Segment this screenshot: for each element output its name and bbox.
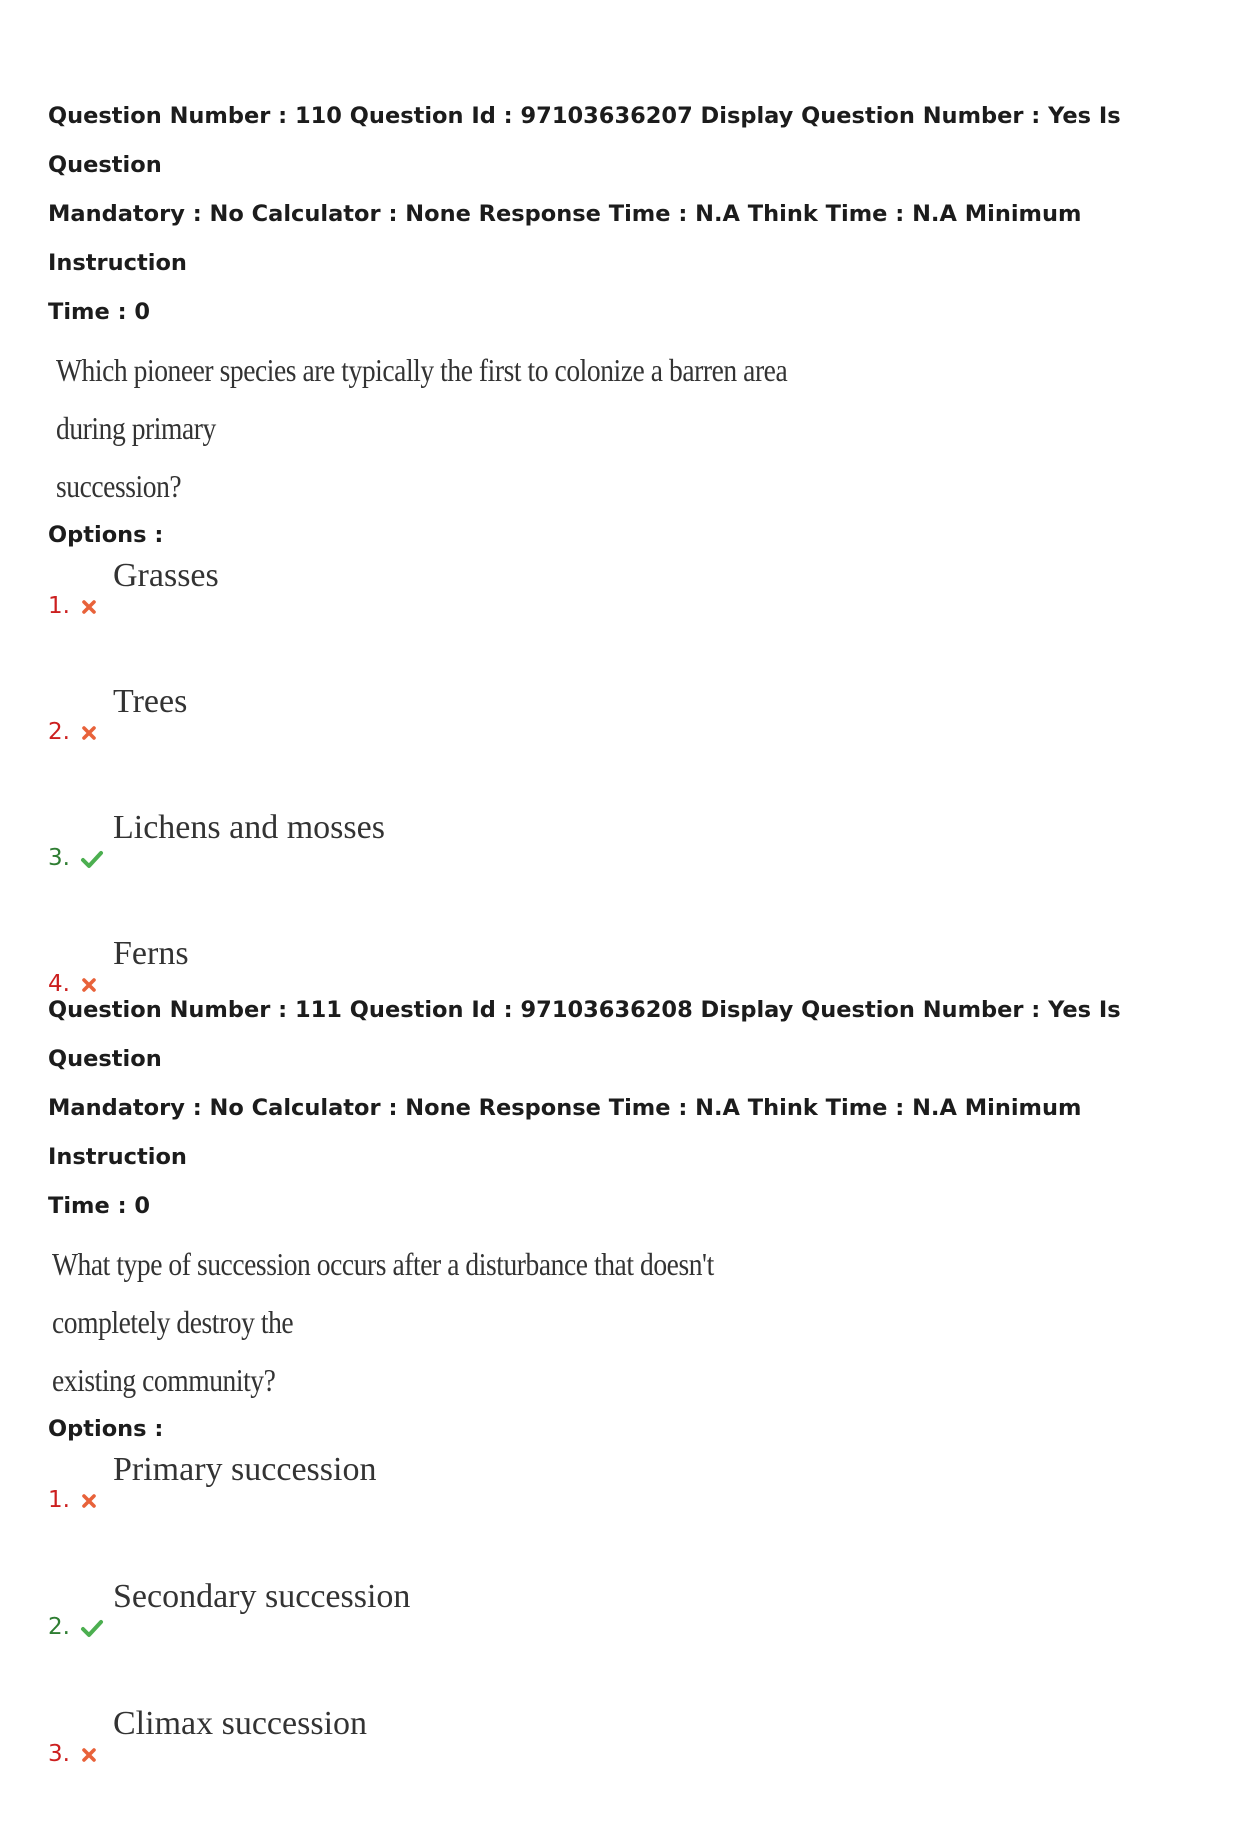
option-item <box>48 555 1208 681</box>
option-text: Climax succession <box>113 1705 368 1742</box>
cross-icon <box>78 719 100 745</box>
option-item <box>48 1449 1208 1576</box>
question-block-111 <box>48 986 1208 1830</box>
option-item <box>48 1703 1208 1830</box>
option-text: Secondary succession <box>113 1578 411 1615</box>
options-list <box>48 1449 1208 1830</box>
check-icon <box>78 1614 104 1640</box>
question-meta-line: Mandatory : No Calculator : None Response Time : N.A Think Time : N.A Minimum Instruction <box>48 201 1082 276</box>
question-text <box>52 1235 826 1409</box>
option-item <box>48 1576 1208 1703</box>
option-text: Lichens and mosses <box>113 809 385 846</box>
check-icon <box>78 845 104 871</box>
option-number: 1. <box>48 1487 70 1513</box>
option-number: 3. <box>48 1741 70 1767</box>
option-text: Ferns <box>113 935 189 972</box>
options-label: Options : <box>48 1416 164 1442</box>
cross-icon <box>78 1487 100 1513</box>
option-number: 2. <box>48 719 70 745</box>
option-number: 4. <box>48 971 70 997</box>
option-text: Grasses <box>113 557 219 594</box>
question-meta-line: Time : 0 <box>48 1193 151 1219</box>
option-text: Trees <box>113 683 188 720</box>
question-meta-line: Question Number : 111 Question Id : 97103636208 Display Question Number : Yes Is Question <box>48 997 1121 1072</box>
option-number: 3. <box>48 845 70 871</box>
cross-icon <box>78 1741 100 1767</box>
cross-icon <box>78 593 100 619</box>
question-block-110 <box>48 92 1208 1059</box>
options-list <box>48 555 1208 1059</box>
question-text-line: succession? <box>56 468 182 504</box>
option-number: 2. <box>48 1614 70 1640</box>
option-text: Primary succession <box>113 1451 377 1488</box>
question-text-line: Which pioneer species are typically the first to colonize a barren area during primary <box>56 352 788 446</box>
option-item <box>48 807 1208 933</box>
option-number: 1. <box>48 593 70 619</box>
option-item <box>48 681 1208 807</box>
question-meta-line: Question Number : 110 Question Id : 97103636207 Display Question Number : Yes Is Question <box>48 103 1121 178</box>
options-label: Options : <box>48 522 164 548</box>
question-text <box>56 341 830 515</box>
question-text-line: existing community? <box>52 1362 276 1398</box>
question-meta-line: Time : 0 <box>48 299 151 325</box>
question-text-line: What type of succession occurs after a disturbance that doesn't completely destroy the <box>52 1246 714 1340</box>
question-meta-line: Mandatory : No Calculator : None Response Time : N.A Think Time : N.A Minimum Instruction <box>48 1095 1082 1170</box>
